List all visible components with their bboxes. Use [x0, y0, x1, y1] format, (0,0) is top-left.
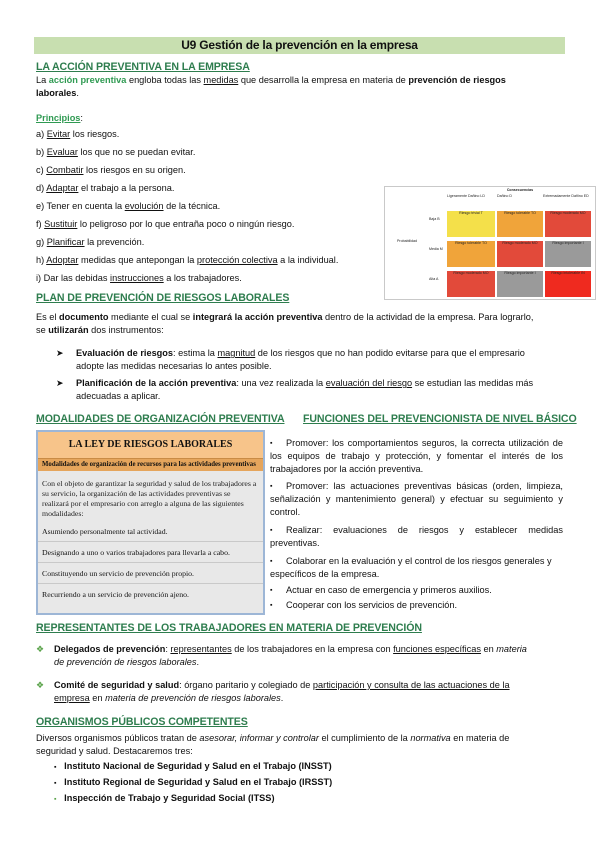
- plan-item: ➤ Planificación de la acción preventiva: una vez realizada la evaluación del riesgo se estudian las medidas más adecuadas a aplicar.: [56, 378, 534, 401]
- ley-box-title: LA LEY DE RIESGOS LABORALES: [38, 432, 263, 458]
- section-heading-accion: LA ACCIÓN PREVENTIVA EN LA EMPRESA: [36, 61, 250, 73]
- principio-item: h) Adoptar medidas que antepongan la protección colectiva a la individual.: [36, 255, 339, 265]
- matrix-col-label: Ligeramente Dañino LD: [447, 194, 485, 198]
- matrix-row-label: Baja B: [429, 217, 440, 221]
- matrix-cell: Riesgo importante I: [545, 241, 591, 267]
- plan-paragraph: Es el documento mediante el cual se integrará la acción preventiva dentro de la actividad de la empresa. Para lograrlo, se utilizarán dos instrumentos:: [36, 312, 534, 335]
- matrix-cell: Riesgo moderado MO: [447, 271, 495, 297]
- page-title: U9 Gestión de la prevención en la empresa: [34, 37, 565, 54]
- matrix-cell: Riesgo importante I: [497, 271, 543, 297]
- section-heading-representantes: REPRESENTANTES DE LOS TRABAJADORES EN MATERIA DE PREVENCIÓN: [36, 622, 422, 634]
- ley-box-option: Constituyendo un servicio de prevención propio.: [38, 562, 263, 579]
- matrix-row-title: Probabilidad: [397, 239, 417, 243]
- plan-item: ➤ Evaluación de riesgos: estima la magnitud de los riesgos que no han podido evitarse para que el empresario adopte las medidas necesarias lo antes posible.: [56, 348, 525, 371]
- principio-item: i) Dar las debidas instrucciones a los trabajadores.: [36, 273, 242, 283]
- organismos-paragraph: Diversos organismos públicos tratan de asesorar, informar y controlar el cumplimiento de la normativa en materia de seguridad y salud. Destacaremos tres:: [36, 733, 510, 756]
- matrix-cell: Riesgo tolerable TO: [497, 211, 543, 237]
- matrix-col-label: Extremadamente Dañino ED: [543, 194, 589, 198]
- section-heading-plan: PLAN DE PREVENCIÓN DE RIESGOS LABORALES: [36, 292, 290, 304]
- funciones-item: ▪ Promover: los comportamientos seguros, la correcta utilización de los equipos de trabajo y protección, y fomentar el interés de los trabajadores por la acción preventiva.: [270, 438, 563, 474]
- organismo-item: ▪ Inspección de Trabajo y Seguridad Social (ITSS): [54, 793, 275, 803]
- matrix-row-label: Media M: [429, 247, 443, 251]
- ley-box-subtitle: Modalidades de organización de recursos para las actividades preventivas: [38, 458, 263, 471]
- comite-item: ❖ Comité de seguridad y salud: órgano paritario y colegiado de participación y consulta de las actuaciones de la empresa en materia de prevención de riesgos laborales.: [36, 680, 510, 703]
- funciones-item: ▪ Actuar en caso de emergencia y primeros auxilios.: [270, 585, 492, 595]
- ley-box-intro: Con el objeto de garantizar la seguridad y salud de los trabajadores a su servicio, la organización de las actividades preventivas se realizará por el empresario con arreglo a alguna de las siguientes modalidades:: [42, 479, 257, 518]
- matrix-col-label: Dañino D: [497, 194, 512, 198]
- matrix-header: Consecuencias: [506, 188, 534, 192]
- delegados-item: ❖ Delegados de prevención: representantes de los trabajadores en la empresa con funciones específicas en materia de prevención de riesgos laborales.: [36, 644, 527, 667]
- section-heading-funciones: FUNCIONES DEL PREVENCIONISTA DE NIVEL BÁSICO: [303, 413, 577, 425]
- principio-item: e) Tener en cuenta la evolución de la técnica.: [36, 201, 221, 211]
- matrix-cell: Riesgo intolerable IN: [545, 271, 591, 297]
- principio-item: d) Adaptar el trabajo a la persona.: [36, 183, 175, 193]
- organismo-item: ▪ Instituto Regional de Seguridad y Salud en el Trabajo (IRSST): [54, 777, 333, 787]
- ley-box-option: Asumiendo personalmente tal actividad.: [42, 527, 168, 536]
- matrix-cell: Riesgo tolerable TO: [447, 241, 495, 267]
- ley-box-image: [36, 430, 265, 615]
- matrix-row-label: Alta A: [429, 277, 439, 281]
- principio-item: c) Combatir los riesgos en su origen.: [36, 165, 186, 175]
- funciones-item: ▪ Cooperar con los servicios de prevención.: [270, 600, 458, 610]
- matrix-cell: Riesgo moderado MO: [545, 211, 591, 237]
- section-heading-organismos: ORGANISMOS PÚBLICOS COMPETENTES: [36, 716, 248, 728]
- matrix-cell: Riesgo moderado MO: [497, 241, 543, 267]
- principio-item: b) Evaluar los que no se puedan evitar.: [36, 147, 196, 157]
- organismo-item: ▪ Instituto Nacional de Seguridad y Salud en el Trabajo (INSST): [54, 761, 332, 771]
- funciones-item: ▪ Promover: las actuaciones preventivas básicas (orden, limpieza, señalización y mantenimiento general) y efectuar su seguimiento y control.: [270, 481, 563, 517]
- risk-matrix-image: [384, 186, 596, 300]
- principio-item: a) Evitar los riesgos.: [36, 129, 120, 139]
- ley-box-option: Recurriendo a un servicio de prevención ajeno.: [38, 583, 263, 600]
- principios-label: Principios:: [36, 113, 83, 123]
- principio-item: g) Planificar la prevención.: [36, 237, 145, 247]
- ley-box-option: Designando a uno o varios trabajadores para llevarla a cabo.: [38, 541, 263, 558]
- principio-item: f) Sustituir lo peligroso por lo que entraña poco o ningún riesgo.: [36, 219, 295, 229]
- funciones-item: ▪ Realizar: evaluaciones de riesgos y establecer medidas preventivas.: [270, 525, 563, 548]
- matrix-cell: Riesgo trivial T: [447, 211, 495, 237]
- funciones-item: ▪ Colaborar en la evaluación y el control de los riesgos generales y específicos de la empresa.: [270, 556, 552, 579]
- section-heading-modalidades: MODALIDADES DE ORGANIZACIÓN PREVENTIVA: [36, 413, 285, 425]
- accion-paragraph: La acción preventiva engloba todas las medidas que desarrolla la empresa en materia de prevención de riesgos laborales.: [36, 75, 506, 98]
